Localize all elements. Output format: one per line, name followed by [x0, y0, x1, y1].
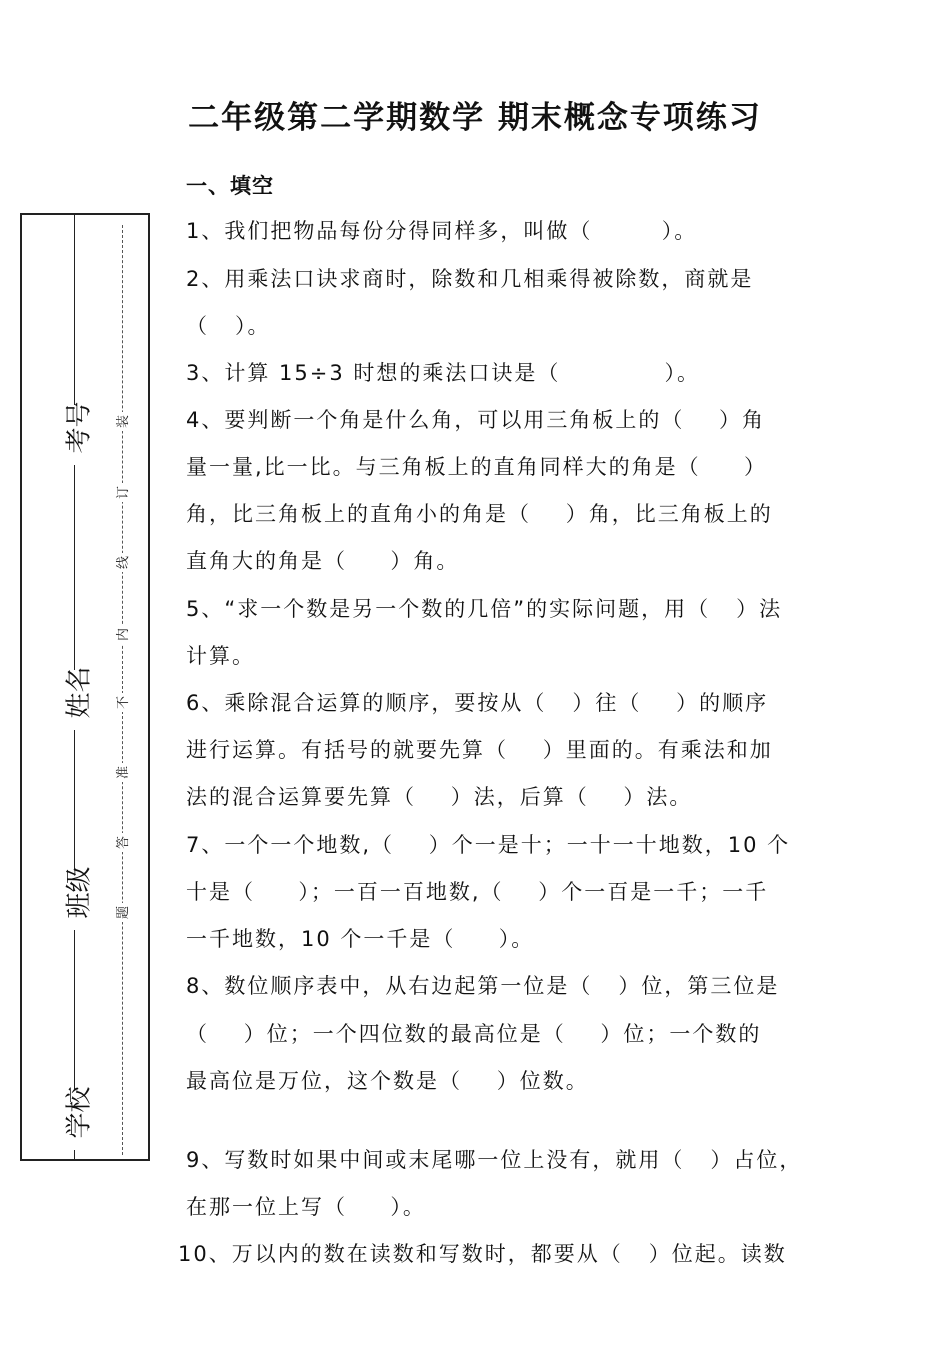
- school-label: 学校: [60, 1090, 94, 1150]
- binding-char: 订: [111, 483, 133, 502]
- page-title: 二年级第二学期数学 期末概念专项练习: [188, 100, 762, 136]
- question-line: 7、一个一个地数,（ ）个一是十；一十一十地数，10 个: [186, 833, 791, 857]
- question-line: 6、乘除混合运算的顺序，要按从（ ）往（ ）的顺序: [186, 691, 769, 715]
- question-line: 法的混合运算要先算（ ）法，后算（ ）法。: [186, 785, 693, 809]
- question-line: 8、数位顺序表中，从右边起第一位是（ ）位，第三位是: [186, 974, 780, 998]
- question-line: 直角大的角是（ ）角。: [186, 549, 460, 573]
- question-line: 2、用乘法口诀求商时，除数和几相乘得被除数，商就是: [186, 267, 754, 291]
- question-line: 5、“求一个数是另一个数的几倍”的实际问题，用（ ）法: [186, 597, 783, 621]
- question-line: （ ）。: [186, 314, 271, 338]
- question-line: 3、计算 15÷3 时想的乘法口诀是（ ）。: [186, 361, 700, 385]
- question-line: 进行运算。有括号的就要先算（ ）里面的。有乘法和加: [186, 738, 773, 762]
- binding-margin: [20, 213, 150, 1161]
- binding-char: 答: [111, 833, 133, 852]
- question-line: （ ）位；一个四位数的最高位是（ ）位；一个数的: [186, 1022, 762, 1046]
- class-label: 班级: [60, 870, 94, 930]
- binding-char: 装: [111, 412, 133, 431]
- question-line: 量一量,比一比。与三角板上的直角同样大的角是（ ）: [186, 455, 768, 479]
- question-line: 9、写数时如果中间或末尾哪一位上没有，就用（ ）占位，: [186, 1148, 803, 1172]
- exam-number-label: 考号: [60, 405, 94, 465]
- binding-dashed-line: [122, 225, 123, 1155]
- question-line: 1、我们把物品每份分得同样多，叫做（ ）。: [186, 219, 698, 243]
- binding-char: 内: [111, 625, 133, 644]
- binding-char: 准: [111, 763, 133, 782]
- question-line: 4、要判断一个角是什么角，可以用三角板上的（ ）角: [186, 408, 766, 432]
- name-label: 姓名: [60, 670, 94, 730]
- question-line: 角，比三角板上的直角小的角是（ ）角，比三角板上的: [186, 502, 773, 526]
- binding-char: 线: [111, 553, 133, 572]
- section-heading: 一、填空: [186, 174, 274, 198]
- question-line: 计算。: [186, 644, 255, 668]
- question-line: 十是（ ）；一百一百地数,（ ）个一百是一千；一千: [186, 880, 769, 904]
- question-line: 一千地数，10 个一千是（ ）。: [186, 927, 535, 951]
- question-line: 10、万以内的数在读数和写数时，都要从（ ）位起。读数: [178, 1242, 787, 1266]
- question-line: 最高位是万位，这个数是（ ）位数。: [186, 1069, 589, 1093]
- question-line: 在那一位上写（ ）。: [186, 1195, 426, 1219]
- binding-char: 题: [111, 903, 133, 922]
- binding-char: 不: [111, 693, 133, 712]
